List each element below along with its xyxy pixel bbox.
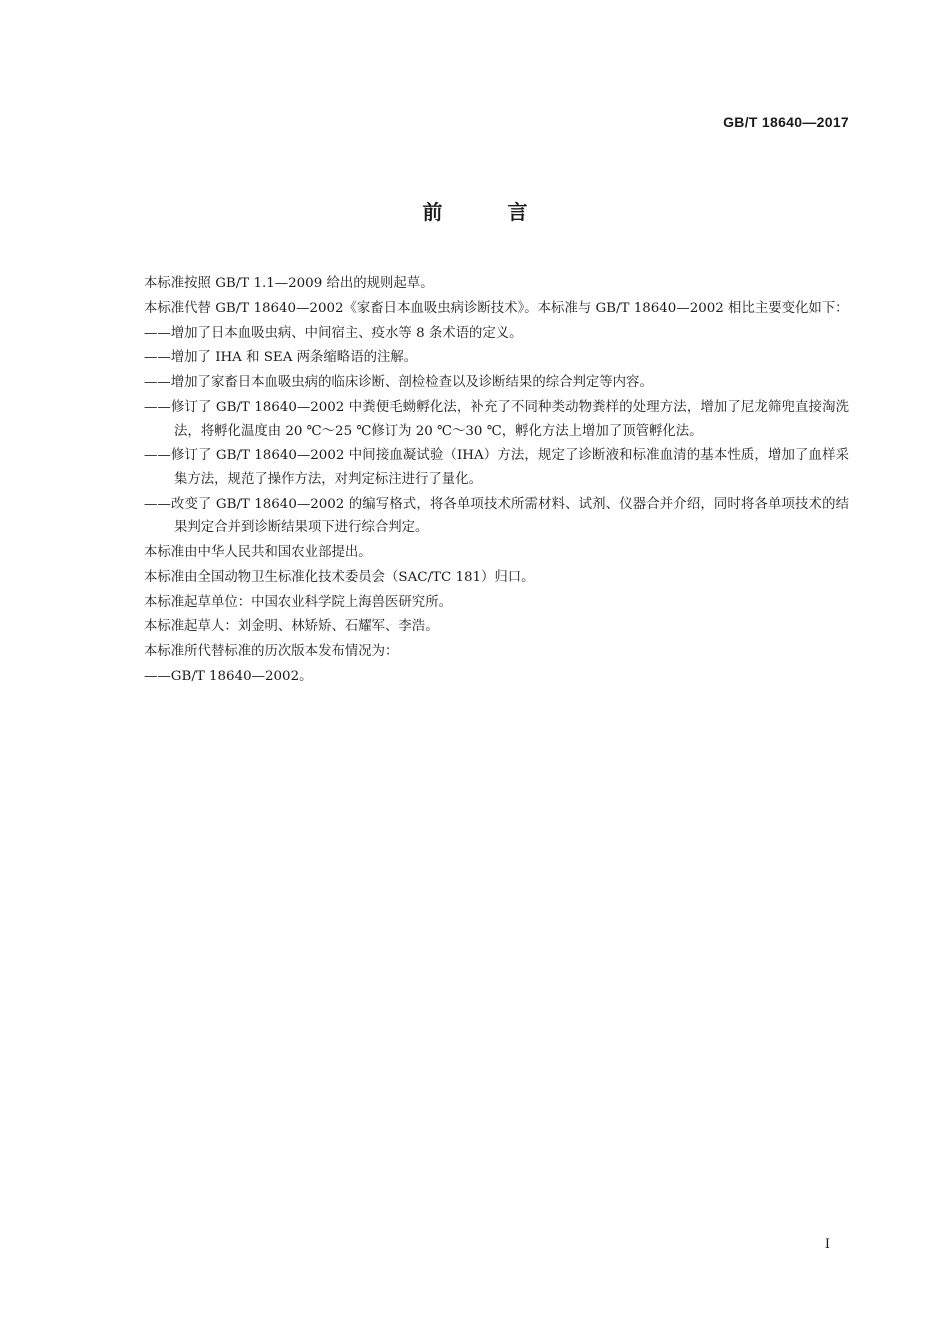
- foreword-body: [114, 272, 849, 690]
- paragraph-previous-editions: 本标准所代替标准的历次版本发布情况为：: [144, 644, 399, 660]
- change-item-hatching-method: ——修订了 GB/T 18640—2002 中粪便毛蚴孵化法，补充了不同种类动物粪样的处理方法，增加了尼龙筛兜直接淘洗法，将孵化温度由 20 ℃～25 ℃修订为 20 ℃～30 ℃，孵化方法上增加了顶管孵化法。: [144, 399, 849, 439]
- standard-code: GB/T 18640—2017: [723, 114, 849, 130]
- paragraph-under-jurisdiction: 本标准由全国动物卫生标准化技术委员会（SAC/TC 181）归口。: [144, 569, 535, 585]
- change-item-iha-method: ——修订了 GB/T 18640—2002 中间接血凝试验（IHA）方法，规定了诊断液和标准血清的基本性质，增加了血样采集方法，规范了操作方法，对判定标注进行了量化。: [144, 448, 849, 487]
- paragraph-drafters: 本标准起草人：刘金明、林矫矫、石耀军、李浩。: [144, 619, 439, 635]
- change-item-format: ——改变了 GB/T 18640—2002 的编写格式，将各单项技术所需材料、试剂、仪器合并介绍，同时将各单项技术的结果判定合并到诊断结果项下进行综合判定。: [144, 496, 849, 536]
- change-item-abbreviations: ——增加了 IHA 和 SEA 两条缩略语的注解。: [144, 350, 418, 366]
- paragraph-replacement: 本标准代替 GB/T 18640—2002《家畜日本血吸虫病诊断技术》。本标准与 GB/T 18640—2002 相比主要变化如下：: [144, 300, 849, 316]
- change-item-terms: ——增加了日本血吸虫病、中间宿主、疫水等 8 条术语的定义。: [144, 325, 523, 341]
- paragraph-proposed-by: 本标准由中华人民共和国农业部提出。: [144, 545, 372, 561]
- previous-edition-item: ——GB/T 18640—2002。: [144, 668, 313, 684]
- page-title: 前 言: [422, 200, 528, 224]
- paragraph-drafting-rules: 本标准按照 GB/T 1.1—2009 给出的规则起草。: [144, 276, 434, 291]
- paragraph-drafting-unit: 本标准起草单位：中国农业科学院上海兽医研究所。: [144, 594, 452, 610]
- change-item-clinical-diagnosis: ——增加了家畜日本血吸虫病的临床诊断、剖检检查以及诊断结果的综合判定等内容。: [144, 375, 653, 391]
- page-number: I: [824, 1237, 830, 1252]
